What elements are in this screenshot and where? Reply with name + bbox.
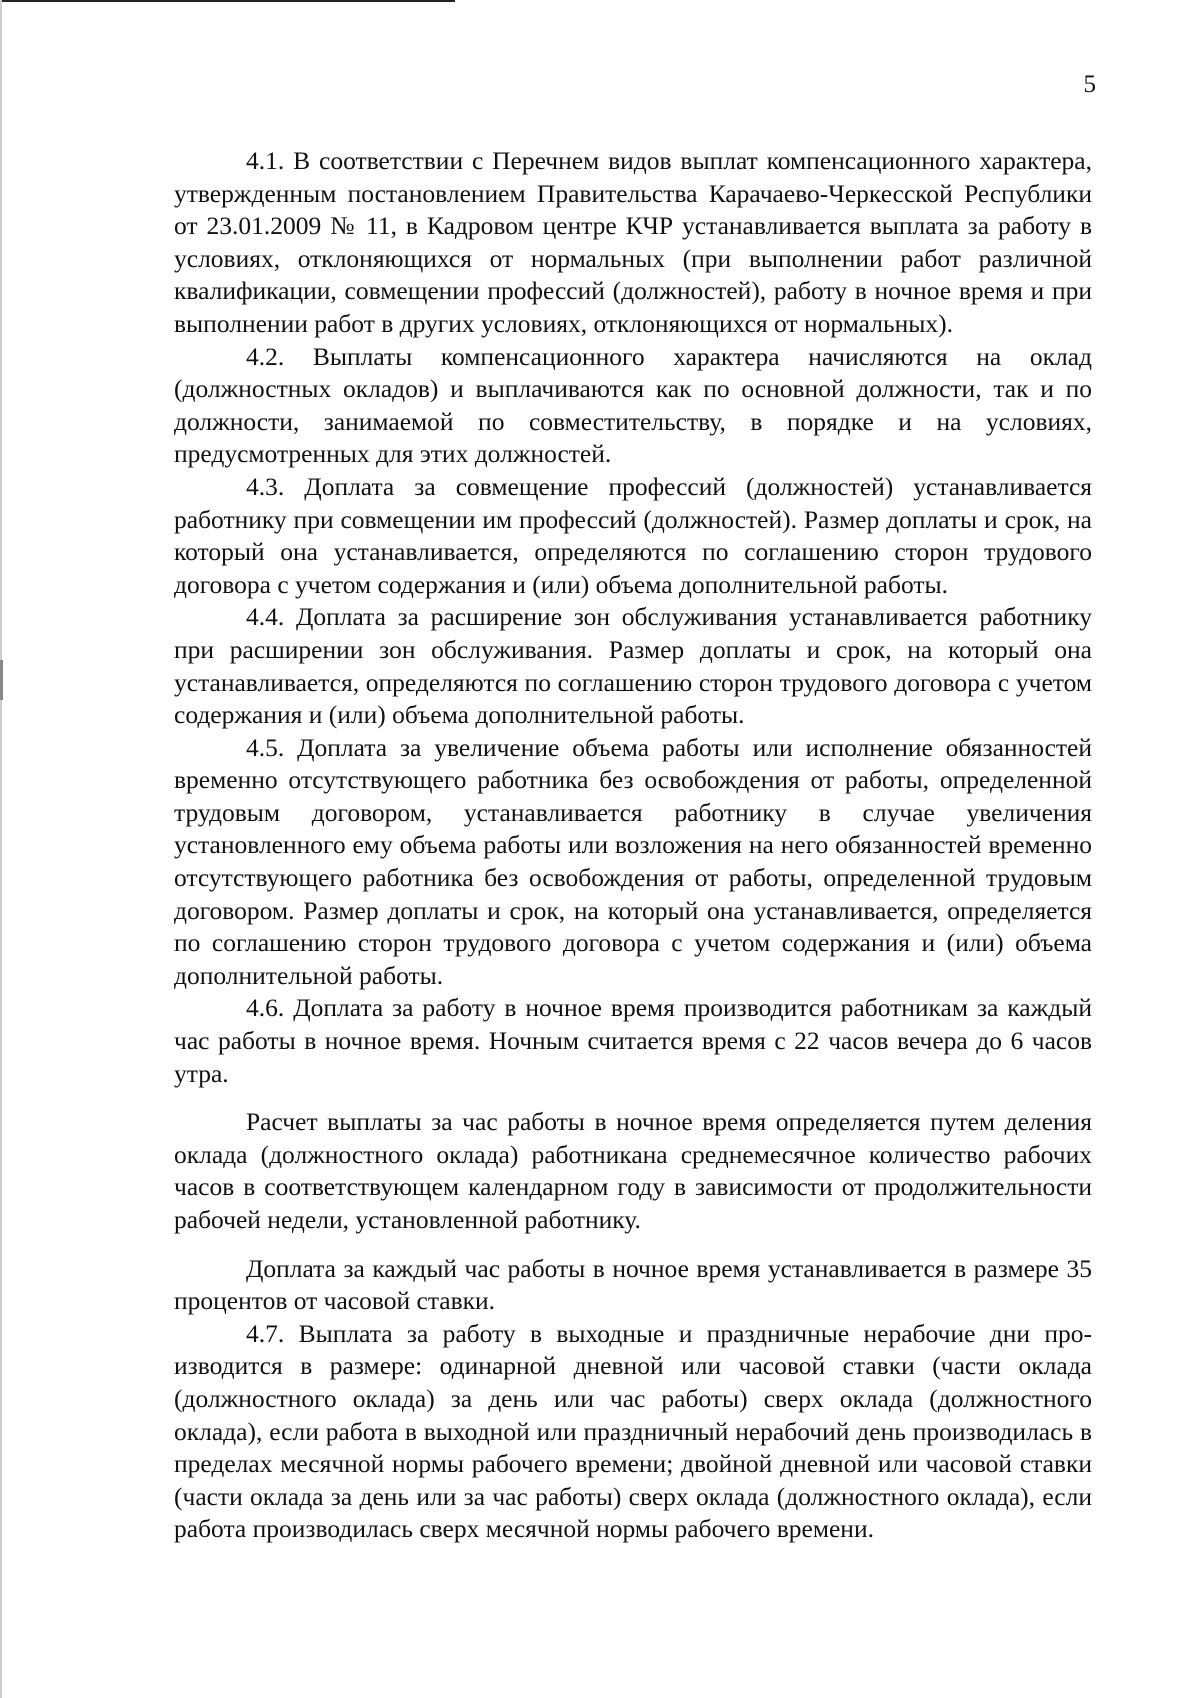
paragraph-4-7: 4.7. Выплата за работу в выходные и праздничные нерабочие дни производится в размере: одинарной дневной или часовой ставки (части оклада (должностного оклада) за день или час работы) сверх оклада (должностного оклада), если работа в выходной или праздничный нерабочий день производилась в пределах месячной нормы рабочего времени; двойной дневной или часовой ставки (части оклада за день или за час работы) сверх оклада (должностного оклада), если работа производилась сверх месячной нормы рабочего времени. [174, 1318, 1092, 1544]
paragraph-night-calculation: Расчет выплаты за час работы в ночное время определяется путем деления оклада (должностного оклада) работникана среднемесячное количество рабочих часов в соответствующем календарном году в зависимости от продолжительности рабочей недели, установленной работнику. [174, 1107, 1092, 1234]
document-body [174, 145, 1092, 1546]
paragraph-4-1: 4.1. В соответствии с Перечнем видов выплат компенсационного характера, утвержденным постановлением Правительства Карачаево-Черкесской Республики от 23.01.2009 № 11, в Кадровом центре КЧР устанавливается выплата за работу в условиях, отклоняющихся от нормальных (при выполнении работ различной квалификации, совмещении профессий (должностей), работу в ночное время и при выполнении работ в других условиях, отклоняющихся от нормальных). [174, 146, 1092, 338]
paragraph-night-rate: Доплата за каждый час работы в ночное время устанавливается в размере 35 процентов от часовой ставки. [174, 1253, 1092, 1316]
scan-border-top [0, 0, 455, 2]
scan-mark-left [0, 660, 3, 700]
paragraph-4-2: 4.2. Выплаты компенсационного характера начисляются на оклад (должностных окладов) и выплачиваются как по основной должности, так и по должности, занимаемой по совместительству, в порядке и на условиях, предусмотренных для этих должностей. [174, 341, 1092, 469]
paragraph-4-6: 4.6. Доплата за работу в ночное время производится работникам за каждый час работы в ночное время. Ночным считается время с 22 часов вечера до 6 часов утра. [174, 993, 1092, 1088]
scan-border-left [0, 0, 2, 1698]
paragraph-4-4: 4.4. Доплата за расширение зон обслуживания устанавливается работнику при расширении зон обслуживания. Размер доплаты и срок, на который она устанавливается, определяются по соглашению сторон трудового договора с учетом содержания и (или) объема дополнительной работы. [174, 602, 1092, 730]
page-number: 5 [1083, 71, 1096, 98]
paragraph-4-3: 4.3. Доплата за совмещение профессий (должностей) устанавливается работнику при совмещении им профессий (должностей). Размер доплаты и срок, на который она устанавливается, определяются по соглашению сторон трудового договора с учетом содержания и (или) объема дополнительной работы. [174, 471, 1092, 599]
paragraph-4-5: 4.5. Доплата за увеличение объема работы или исполнение обязанностей временно отсутствующего работника без освобождения от работы, определенной трудовым договором, устанавливается работнику в случае увеличения установленного ему объема работы или возложения на него обязанностей временно отсутствующего работника без освобождения от работы, определенной трудовым договором. Размер доплаты и срок, на который она устанавливается, определяется по соглашению сторон трудового договора с учетом содержания и (или) объема дополнительной работы. [174, 732, 1092, 990]
